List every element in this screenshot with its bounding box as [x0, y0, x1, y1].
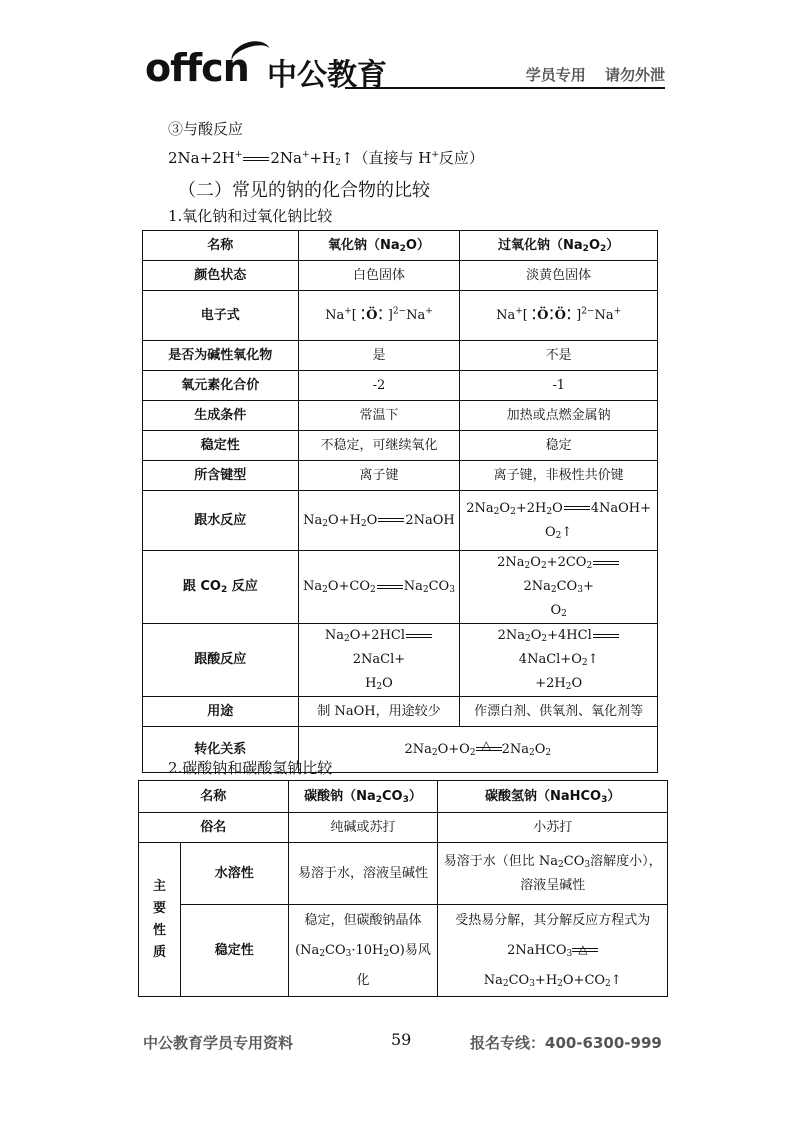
table-row: 用途 制 NaOH，用途较少 作漂白剂、供氧剂、氧化剂等	[143, 697, 658, 727]
table-row: 稳定性 稳定，但碳酸钠晶体 $(Na_2CO_3\cdot 10H_2O)$易风 化 受热易分解，其分解反应方程式为 2NaHCO$_3$ △ $Na_2CO_3+H_2O+CO_2↑$	[139, 905, 668, 997]
header-notice-2: 请勿外泄	[604, 66, 665, 84]
table-row: 所含键型 离子键 离子键，非极性共价键	[143, 461, 658, 491]
table-row: 俗名 纯碱或苏打 小苏打	[139, 813, 668, 843]
acid-reaction-equation: 2Na+2H+ $2Na^++H_2↑$（直接与 H+反应）	[168, 149, 484, 168]
carbonate-comparison-table	[138, 780, 668, 997]
header-notice-1: 学员专用	[525, 66, 586, 84]
section-title: （二）常见的钠的化合物的比较	[178, 180, 430, 201]
table-row	[143, 231, 658, 261]
table-row: 跟酸反应 $Na_2O+2HCl2NaCl+$ $H_2O$ $2Na_2O_2+4HCl4NaCl+O_2↑$ $+2H_2O$	[143, 624, 658, 697]
table-row: 主要性质 水溶性 易溶于水，溶液呈碱性 易溶于水（但比 $Na_2CO_3$溶解度小）， 溶液呈碱性	[139, 843, 668, 905]
table-row: 名称 碳酸钠$(Na_2CO_3)$ 碳酸氢钠（NaHCO$_3$）	[139, 781, 668, 813]
table-row: 氧元素化合价 -2 -1	[143, 371, 658, 401]
page-header	[145, 40, 665, 93]
header-notice	[512, 64, 665, 85]
table-row: 电子式 Na+[ ⁚Ö⁚ ]$^{2-}$Na+ Na+[ ⁚Ö⁚Ö⁚ ]$^{2-}$Na+	[143, 291, 658, 341]
oxide-comparison-table	[142, 230, 658, 773]
table-row: 稳定性 不稳定，可继续氧化 稳定	[143, 431, 658, 461]
table-row: 是否为碱性氧化物 是 不是	[143, 341, 658, 371]
subsection-1-title: 1.氧化钠和过氧化钠比较	[168, 207, 333, 225]
logo-offcn: offcn	[145, 46, 249, 90]
page-number: 59	[391, 1030, 412, 1049]
acid-reaction-title: ③与酸反应	[168, 120, 244, 138]
table-row: 生成条件 常温下 加热或点燃金属钠	[143, 401, 658, 431]
footer-left: 中公教育学员专用资料	[143, 1034, 294, 1052]
na2o2-electron-formula: Na+[ ⁚Ö⁚Ö⁚ ]$^{2-}$Na+	[460, 291, 658, 341]
subsection-2-title: 2.碳酸钠和碳酸氢钠比较	[168, 759, 333, 777]
na2o-electron-formula: Na+[ ⁚Ö⁚ ]$^{2-}$Na+	[298, 291, 460, 341]
header-name: 名称	[143, 231, 299, 261]
table-row: 颜色状态 白色固体 淡黄色固体	[143, 261, 658, 291]
header-rule	[345, 87, 665, 89]
table-row: 跟 $CO_2$ 反应 $Na_2O+CO_2$ $Na_2CO_3$ $2Na_2O_2+2CO_22Na_2CO_3+$ $O_2$	[143, 551, 658, 624]
table-row: 转化关系 $2Na_2O+O_2$ △ $2Na_2O_2$	[143, 727, 658, 773]
main-properties-label: 主要性质	[139, 843, 181, 997]
table-row: 跟水反应 $Na_2O+H_2O$ 2NaOH $2Na_2O_2+2H_2O$ 4NaOH+ $O_2↑$	[143, 491, 658, 551]
footer-hotline: 报名专线：400-6300-999	[470, 1034, 662, 1052]
header-na2o2: 过氧化钠$(Na_2O_2)$	[460, 231, 658, 261]
header-na2o: 氧化钠$(Na_2O)$	[298, 231, 460, 261]
logo-chinese: 中公教育	[267, 58, 387, 93]
